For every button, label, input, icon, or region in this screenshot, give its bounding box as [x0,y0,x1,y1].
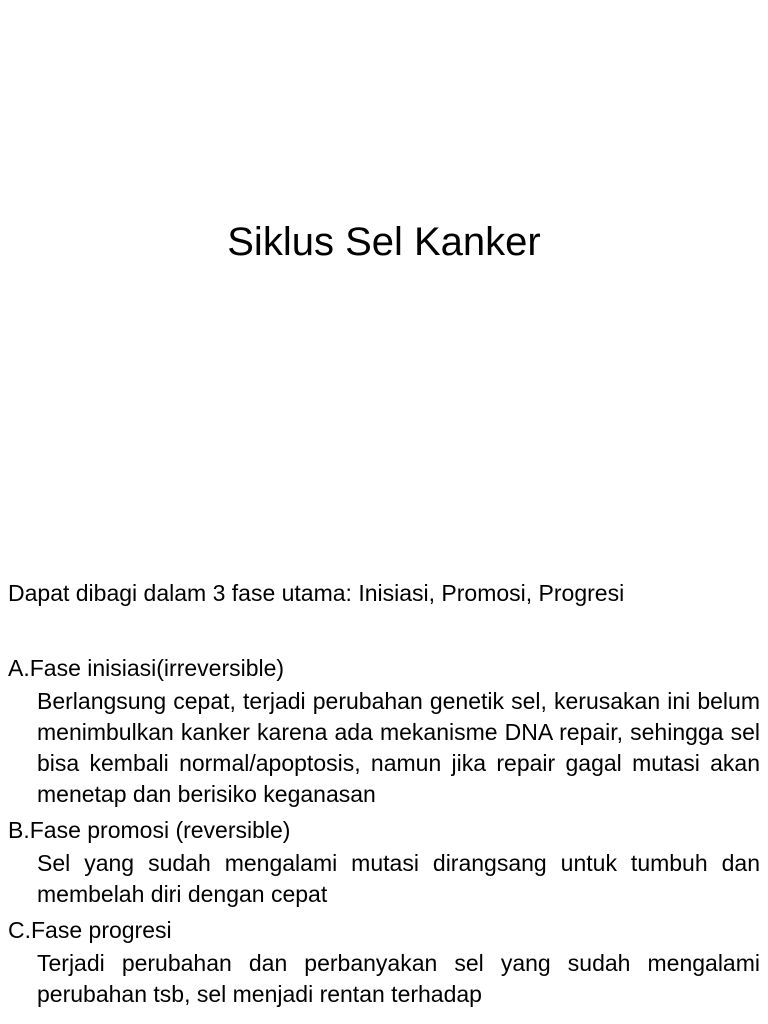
section-heading-progresi: C.Fase progresi [8,917,172,943]
section-body-promosi: Sel yang sudah mengalami mutasi dirangsang untuk tumbuh dan membelah diri dengan cepat [37,850,760,907]
intro-text: Dapat dibagi dalam 3 fase utama: Inisiasi, Promosi, Progresi [8,580,625,606]
section-heading-inisiasi: A.Fase inisiasi(irreversible) [8,655,285,681]
section-body-inisiasi: Berlangsung cepat, terjadi perubahan genetik sel, kerusakan ini belum menimbulkan kanker karena ada mekanisme DNA repair, sehingga sel bisa kembali normal/apoptosis, namun jika repair gagal mutasi akan menetap dan berisiko keganasan [37,688,760,807]
slide-title: Siklus Sel Kanker [227,220,541,264]
section-heading-promosi: B.Fase promosi (reversible) [8,817,291,843]
slide-content [8,578,760,1015]
section-body-progresi: Terjadi perubahan dan perbanyakan sel yang sudah mengalami perubahan tsb, sel menjadi rentan terhadap [37,950,760,1007]
